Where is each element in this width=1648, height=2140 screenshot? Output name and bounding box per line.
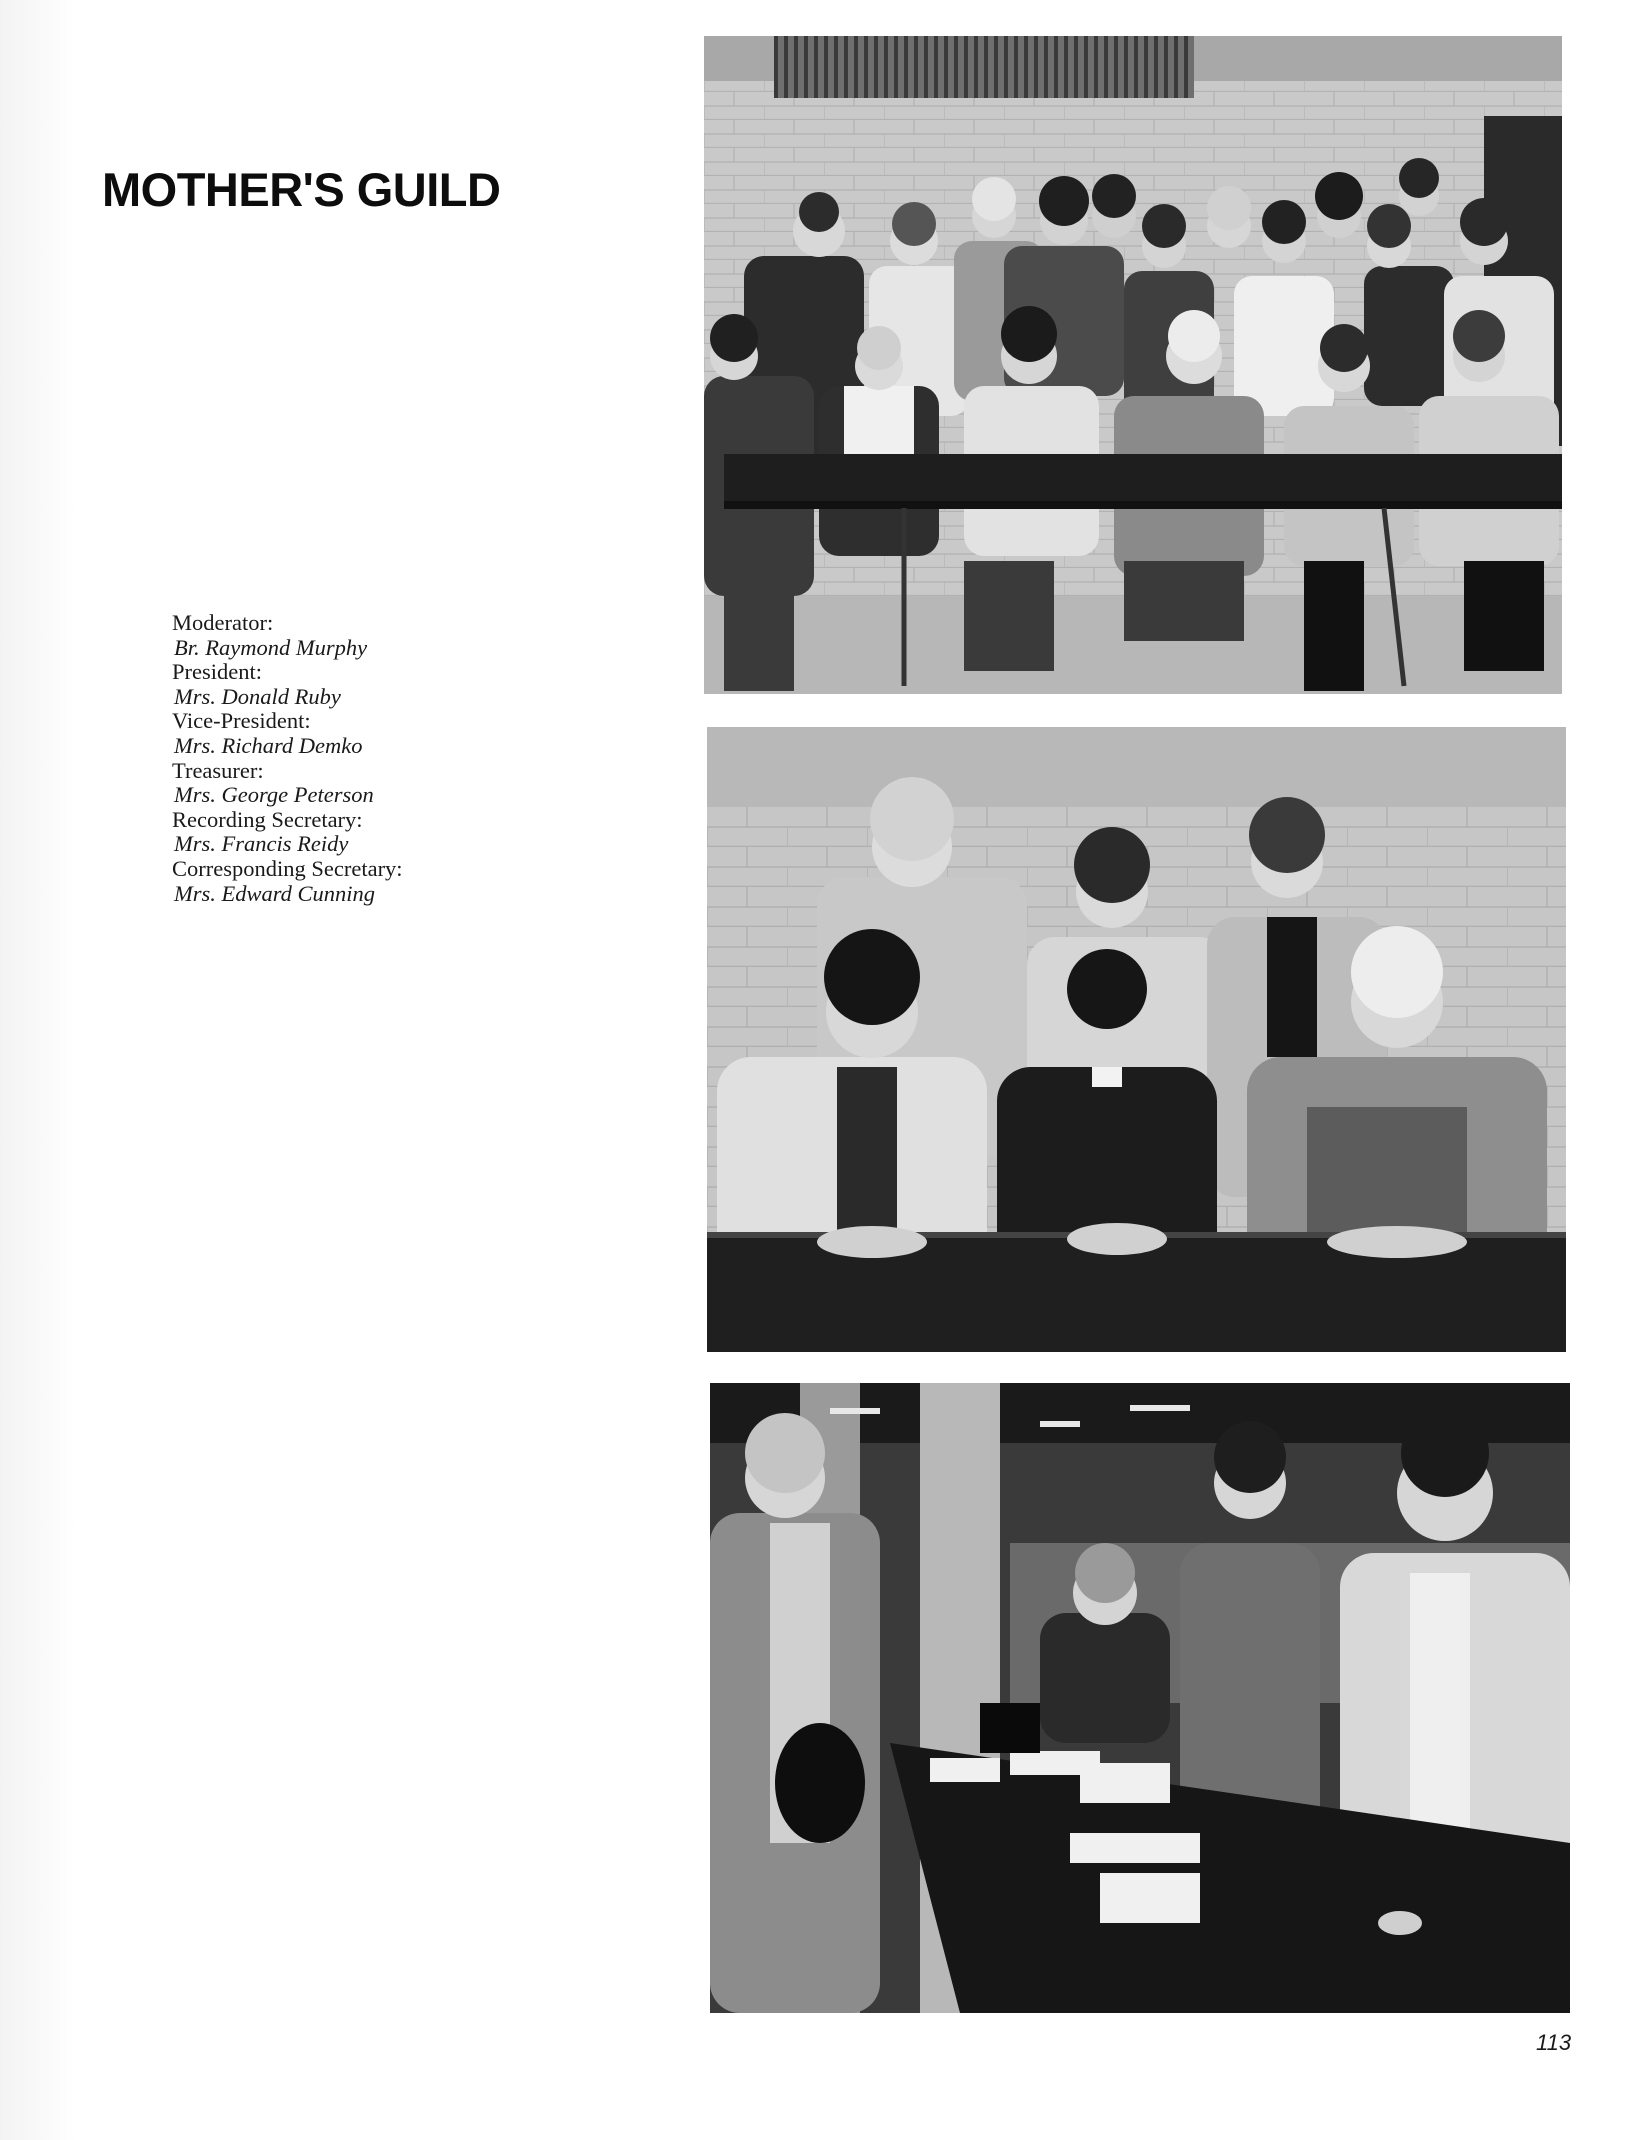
group-photo-image — [704, 36, 1562, 694]
officer-name: Mrs. George Peterson — [174, 782, 374, 808]
officer-name: Mrs. Francis Reidy — [174, 831, 349, 857]
officer-role: Treasurer: — [172, 757, 264, 783]
officer-role: Corresponding Secretary: — [172, 855, 403, 881]
group-photo — [704, 36, 1562, 694]
registration-photo — [710, 1383, 1570, 2013]
officer-role: Vice-President: — [172, 708, 311, 734]
officer-name: Br. Raymond Murphy — [174, 634, 368, 660]
officer-role: Moderator: — [172, 610, 274, 635]
officers-photo-image — [707, 727, 1566, 1352]
officers-list — [172, 611, 532, 906]
officer-role: President: — [172, 659, 262, 685]
officer-name: Mrs. Edward Cunning — [174, 880, 376, 906]
officer-name: Mrs. Donald Ruby — [174, 683, 341, 709]
officer-role: Recording Secretary: — [172, 806, 363, 832]
registration-photo-image — [710, 1383, 1570, 2013]
page-margin — [0, 0, 76, 2140]
officers-photo — [707, 727, 1566, 1352]
officer-name: Mrs. Richard Demko — [174, 732, 363, 758]
page-number: 113 — [1536, 2030, 1572, 2055]
page-title: MOTHER'S GUILD — [102, 163, 501, 216]
